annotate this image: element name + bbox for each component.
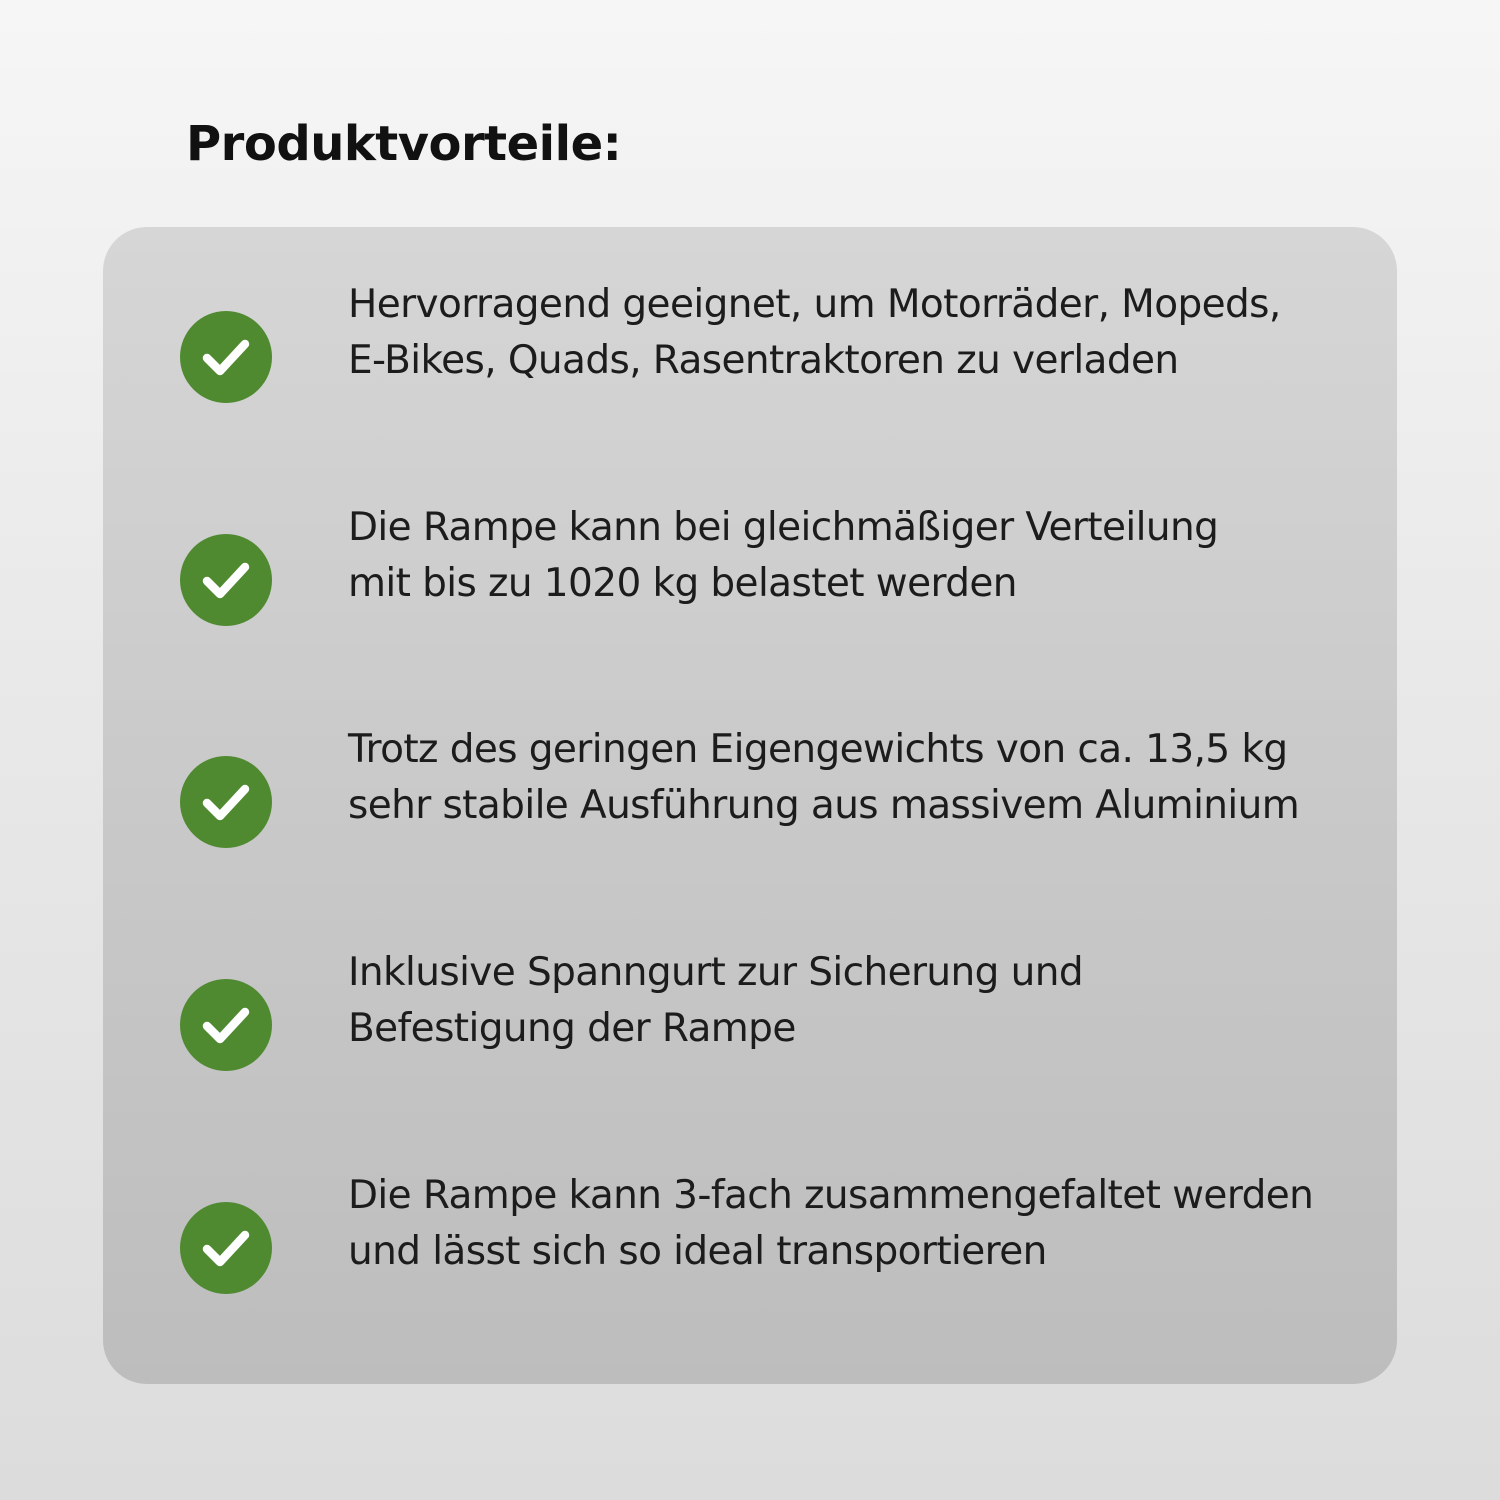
feature-line: Befestigung der Rampe (348, 1006, 796, 1051)
feature-item-4 (103, 950, 1397, 1109)
feature-item-2 (103, 505, 1397, 664)
feature-line: Trotz des geringen Eigengewichts von ca. 13,5 kg (348, 727, 1288, 772)
feature-line: Die Rampe kann bei gleichmäßiger Verteilung (348, 505, 1219, 550)
feature-line: und lässt sich so ideal transportieren (348, 1229, 1047, 1274)
check-circle-icon (180, 756, 272, 848)
check-circle-icon (180, 1202, 272, 1294)
feature-text (348, 277, 1368, 389)
feature-text (348, 1168, 1368, 1280)
feature-item-3 (103, 727, 1397, 886)
feature-item-5 (103, 1173, 1397, 1332)
feature-line: E-Bikes, Quads, Rasentraktoren zu verladen (348, 338, 1179, 383)
feature-item-1 (103, 282, 1397, 441)
feature-line: Hervorragend geeignet, um Motorräder, Mopeds, (348, 282, 1281, 327)
feature-line: mit bis zu 1020 kg belastet werden (348, 561, 1017, 606)
features-panel (103, 227, 1397, 1384)
feature-line: Inklusive Spanngurt zur Sicherung und (348, 950, 1084, 995)
feature-text (348, 500, 1368, 612)
check-circle-icon (180, 534, 272, 626)
check-circle-icon (180, 311, 272, 403)
check-circle-icon (180, 979, 272, 1071)
feature-line: sehr stabile Ausführung aus massivem Aluminium (348, 783, 1300, 828)
feature-line: Die Rampe kann 3-fach zusammengefaltet werden (348, 1173, 1314, 1218)
page-title: Produktvorteile: (186, 116, 622, 172)
feature-text (348, 722, 1368, 834)
feature-text (348, 945, 1368, 1057)
